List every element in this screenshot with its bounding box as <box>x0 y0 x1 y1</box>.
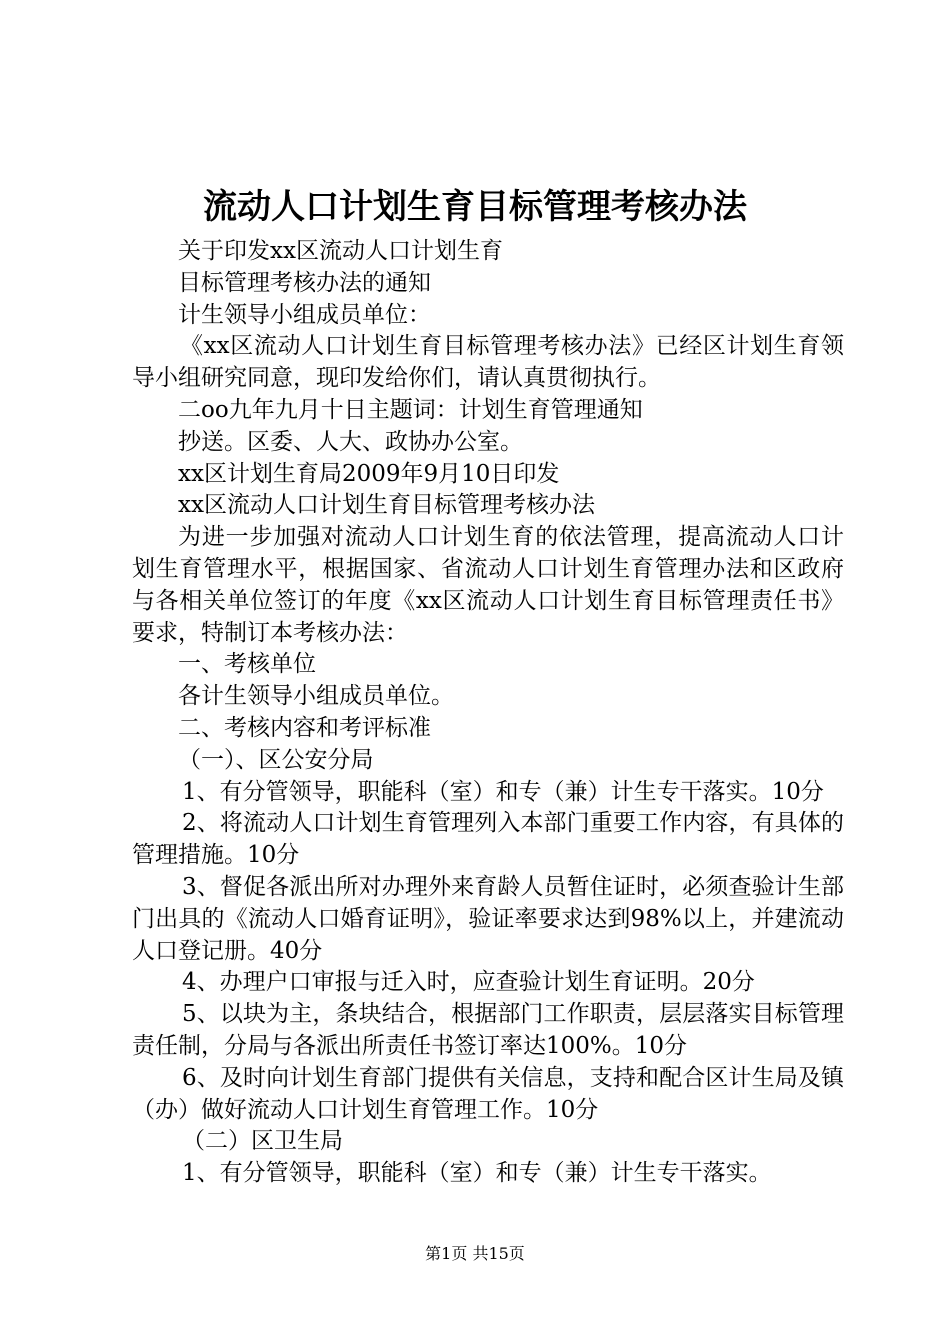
notice-heading-line-2: 目标管理考核办法的通知 <box>178 269 431 296</box>
issue-line: xx区计划生育局2009年9月10日印发 <box>178 460 560 487</box>
criterion-item: 2、将流动人口计划生育管理列入本部门重要工作内容，有具体的管理措施。10分 <box>132 810 844 869</box>
criterion-item: 1、有分管领导，职能科（室）和专（兼）计生专干落实。10分 <box>182 778 824 805</box>
document-title: 流动人口计划生育目标管理考核办法 <box>203 187 747 227</box>
cc-line: 抄送。区委、人大、政协办公室。 <box>178 428 523 455</box>
intro-paragraph: 为进一步加强对流动人口计划生育的依法管理，提高流动人口计划生育管理水平，根据国家、省流动人口计划生育管理办法和区政府与各相关单位签订的年度《xx区流动人口计划生育目标管理责任书》要求，特制订本考核办法： <box>132 524 844 646</box>
section-title: xx区流动人口计划生育目标管理考核办法 <box>178 492 595 519</box>
criterion-item: 1、有分管领导，职能科（室）和专（兼）计生专干落实。 <box>182 1160 772 1187</box>
heading-assessment-content: 二、考核内容和考评标准 <box>178 714 431 741</box>
subheading-public-security: （一）、区公安分局 <box>178 746 374 773</box>
criterion-item: 5、以块为主，条块结合，根据部门工作职责，层层落实目标管理责任制，分局与各派出所责任书签订率达100%。10分 <box>132 1001 844 1059</box>
notice-body-paragraph: 《xx区流动人口计划生育目标管理考核办法》已经区计划生育领导小组研究同意，现印发给你们，请认真贯彻执行。 <box>132 333 844 392</box>
criterion-item: 3、督促各派出所对办理外来育龄人员暂住证时，必须查验计生部门出具的《流动人口婚育证明》，验证率要求达到98%以上，并建流动人口登记册。40分 <box>132 873 844 964</box>
notice-heading-line-1: 关于印发xx区流动人口计划生育 <box>178 238 503 264</box>
criterion-item: 4、办理户口审报与迁入时，应查验计划生育证明。20分 <box>182 969 755 996</box>
document-body <box>132 236 844 1190</box>
criterion-item: 6、及时向计划生育部门提供有关信息，支持和配合区计生局及镇（办）做好流动人口计划生育管理工作。10分 <box>132 1064 844 1123</box>
page-number-footer: 第1页 共15页 <box>425 1244 525 1263</box>
heading-assessment-units: 一、考核单位 <box>178 651 316 678</box>
assessment-units-text: 各计生领导小组成员单位。 <box>178 683 454 710</box>
subheading-health-bureau: （二）区卫生局 <box>182 1128 343 1155</box>
date-keywords-line: 二oo九年九月十日主题词：计划生育管理通知 <box>178 396 643 423</box>
recipient-line: 计生领导小组成员单位： <box>178 301 431 328</box>
